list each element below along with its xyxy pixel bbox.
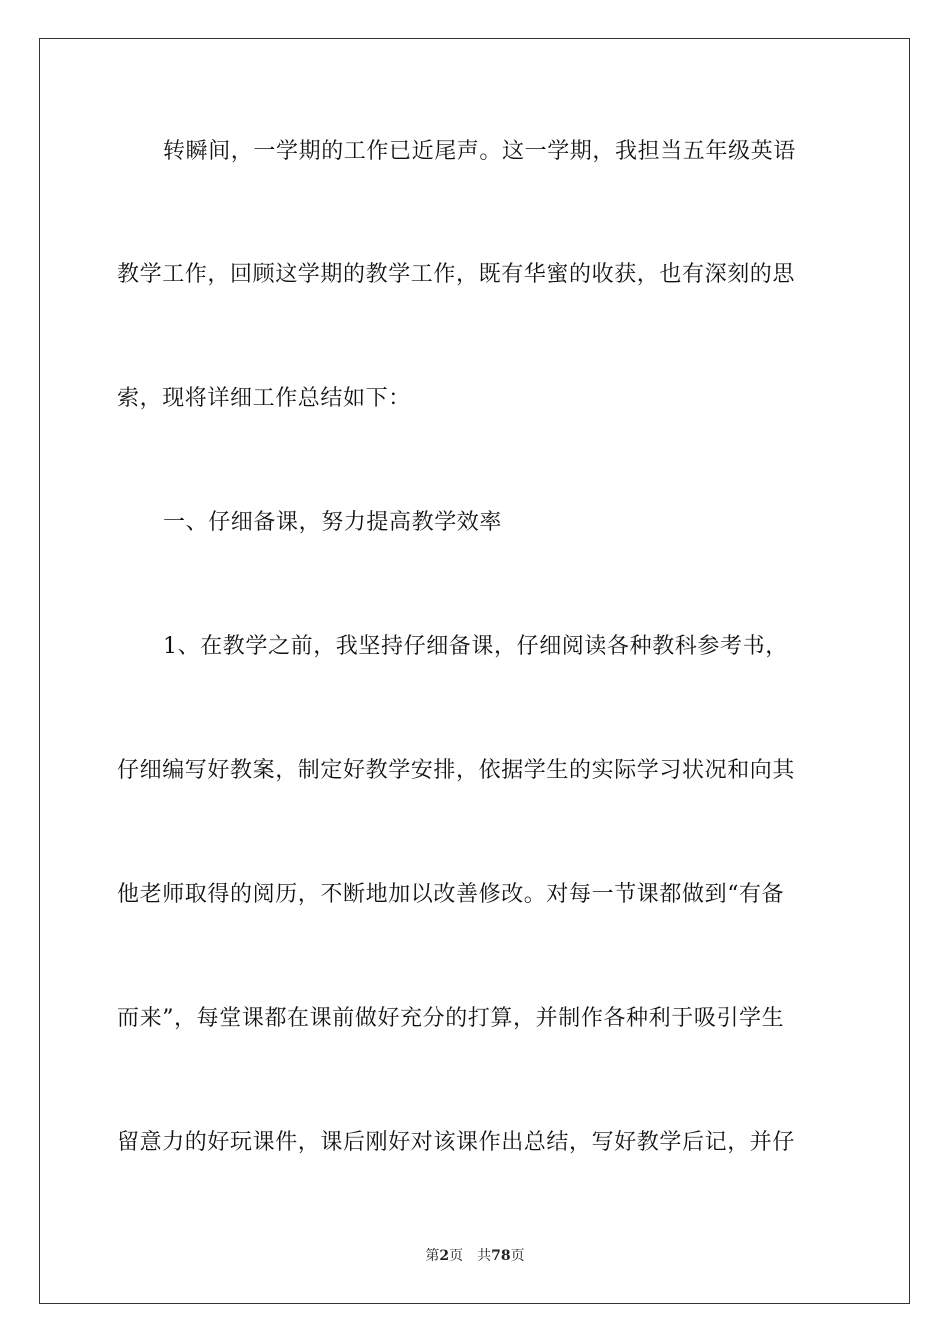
paragraph-line-9: 留意力的好玩课件，课后刚好对该课作出总结，写好教学后记，并仔 [117, 1130, 796, 1155]
paragraph-line-1: 转瞬间，一学期的工作已近尾声。这一学期，我担当五年级英语 [163, 139, 796, 164]
total-pages: 78 [491, 1248, 511, 1264]
paragraph-line-6: 仔细编写好教案，制定好教学安排，依据学生的实际学习状况和向其 [117, 758, 796, 783]
page-frame [39, 38, 910, 1304]
paragraph-line-2: 教学工作，回顾这学期的教学工作，既有华蜜的收获，也有深刻的思 [117, 262, 796, 287]
page-footer [0, 1246, 950, 1266]
paragraph-line-8: 而来”，每堂课都在课前做好充分的打算，并制作各种利于吸引学生 [117, 1006, 785, 1031]
page-number: 2 [439, 1248, 450, 1264]
page-prefix: 第 [425, 1248, 440, 1264]
section-heading: 一、仔细备课，努力提高教学效率 [163, 510, 503, 535]
total-suffix: 页 [510, 1248, 525, 1264]
paragraph-line-3: 索，现将详细工作总结如下： [117, 386, 411, 411]
page-suffix: 页 [449, 1248, 464, 1264]
paragraph-line-5: 1、在教学之前，我坚持仔细备课，仔细阅读各种教科参考书， [163, 634, 788, 659]
paragraph-line-7: 他老师取得的阅历，不断地加以改善修改。对每一节课都做到“有备 [117, 882, 785, 907]
total-prefix: 共 [477, 1248, 492, 1264]
